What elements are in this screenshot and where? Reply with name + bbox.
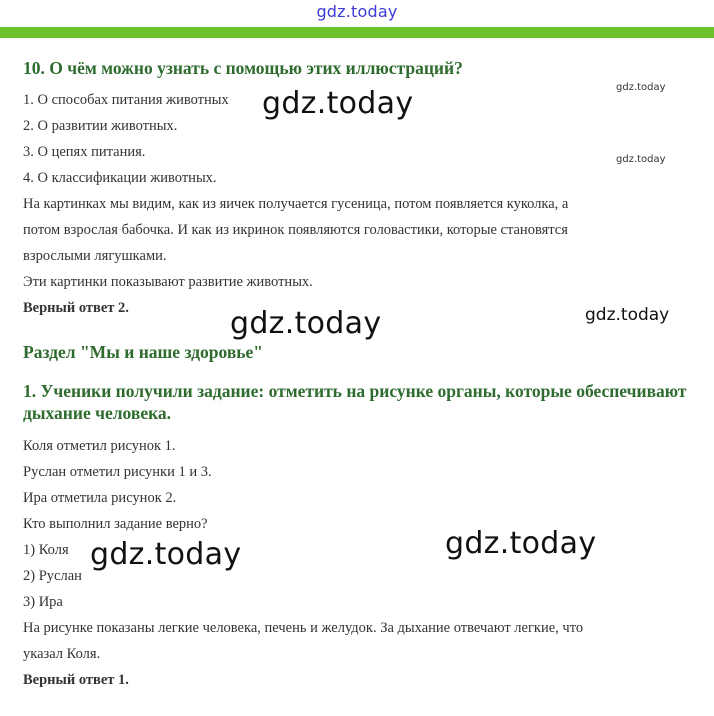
text-line: Коля отметил рисунок 1. <box>23 438 176 454</box>
text-line: Ира отметила рисунок 2. <box>23 490 177 506</box>
answer-10: Верный ответ 2. <box>23 300 129 316</box>
question-10-heading: 10. О чём можно узнать с помощью этих иллюстраций? <box>23 58 463 78</box>
explanation-line-4: Эти картинки показывают развитие животных. <box>23 274 313 290</box>
section-title: Раздел "Мы и наше здоровье" <box>23 342 264 362</box>
option-1: 1. О способах питания животных <box>23 92 229 108</box>
question-1-heading: 1. Ученики получили задание: отметить на рисунке органы, которые обеспечивают дыхание человека. <box>23 381 687 423</box>
watermark-small: gdz.today <box>616 82 666 93</box>
accent-bar <box>0 27 714 38</box>
option-4: 4. О классификации животных. <box>23 170 217 186</box>
explanation-line-2: потом взрослая бабочка. И как из икринок появляются головастики, которые становятся <box>23 222 568 238</box>
explanation-line-3: взрослыми лягушками. <box>23 248 167 264</box>
text-line: Кто выполнил задание верно? <box>23 516 208 532</box>
text-line: Руслан отметил рисунки 1 и 3. <box>23 464 212 480</box>
choice-3: 3) Ира <box>23 594 63 610</box>
watermark: gdz.today <box>445 526 597 561</box>
watermark-small: gdz.today <box>616 154 666 165</box>
option-3: 3. О цепях питания. <box>23 144 146 160</box>
choice-2: 2) Руслан <box>23 568 82 584</box>
watermark: gdz.today <box>90 537 242 572</box>
text-line: На рисунке показаны легкие человека, печень и желудок. За дыхание отвечают легкие, что <box>23 620 584 636</box>
site-logo[interactable]: gdz.today <box>316 2 398 21</box>
explanation-line-1: На картинках мы видим, как из яичек получается гусеница, потом появляется куколка, а <box>23 196 569 212</box>
answer-1: Верный ответ 1. <box>23 672 129 688</box>
watermark: gdz.today <box>230 306 382 341</box>
text-line: указал Коля. <box>23 646 101 662</box>
watermark-medium: gdz.today <box>585 305 670 325</box>
option-2: 2. О развитии животных. <box>23 118 178 134</box>
choice-1: 1) Коля <box>23 542 69 558</box>
watermark: gdz.today <box>262 86 414 121</box>
